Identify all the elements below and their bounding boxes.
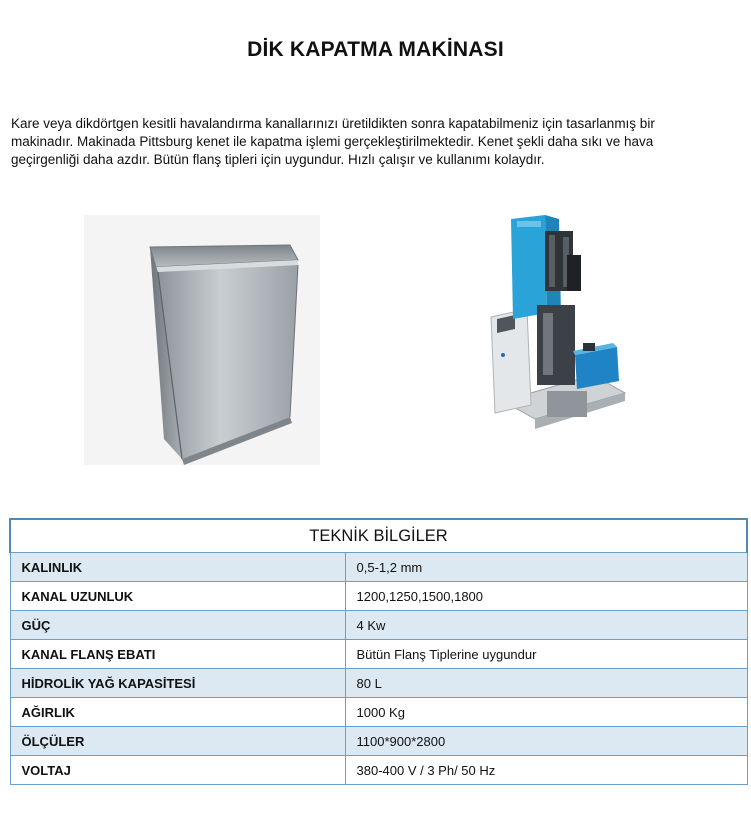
spec-value: 4 Kw bbox=[345, 611, 747, 640]
spec-value: 80 L bbox=[345, 669, 747, 698]
table-row bbox=[10, 727, 747, 756]
tech-spec-table bbox=[9, 518, 748, 785]
spec-key: GÜÇ bbox=[10, 611, 345, 640]
spec-value: 380-400 V / 3 Ph/ 50 Hz bbox=[345, 756, 747, 785]
spec-value: Bütün Flanş Tiplerine uygundur bbox=[345, 640, 747, 669]
machine-image bbox=[483, 205, 633, 433]
spec-value: 0,5-1,2 mm bbox=[345, 553, 747, 582]
spec-key: KANAL UZUNLUK bbox=[10, 582, 345, 611]
spec-key: ÖLÇÜLER bbox=[10, 727, 345, 756]
duct-image bbox=[84, 215, 320, 465]
description-paragraph: Kare veya dikdörtgen kesitli havalandırma kanallarınızı üretildikten sonra kapatabilmeniz için tasarlanmış bir makinadır. Makinada Pittsburg kenet ile kapatma işlemi gerçekleştirilmektedir. Kenet şekli daha sıkı ve hava geçirgenliği daha azdır. Bütün flanş tipleri için uygundur. Hızlı çalışır ve kullanımı kolaydır. bbox=[11, 116, 655, 167]
table-row bbox=[10, 669, 747, 698]
table-row bbox=[10, 640, 747, 669]
table-row bbox=[10, 582, 747, 611]
table-row bbox=[10, 756, 747, 785]
spec-value: 1100*900*2800 bbox=[345, 727, 747, 756]
table-row bbox=[10, 698, 747, 727]
table-row bbox=[10, 553, 747, 582]
spec-value: 1000 Kg bbox=[345, 698, 747, 727]
spec-key: KANAL FLANŞ EBATI bbox=[10, 640, 345, 669]
spec-key: VOLTAJ bbox=[10, 756, 345, 785]
spec-value: 1200,1250,1500,1800 bbox=[345, 582, 747, 611]
table-row bbox=[10, 611, 747, 640]
page-title: DİK KAPATMA MAKİNASI bbox=[247, 38, 504, 61]
spec-key: KALINLIK bbox=[10, 553, 345, 582]
spec-key: AĞIRLIK bbox=[10, 698, 345, 727]
table-heading: TEKNİK BİLGİLER bbox=[10, 519, 747, 553]
spec-key: HİDROLİK YAĞ KAPASİTESİ bbox=[10, 669, 345, 698]
